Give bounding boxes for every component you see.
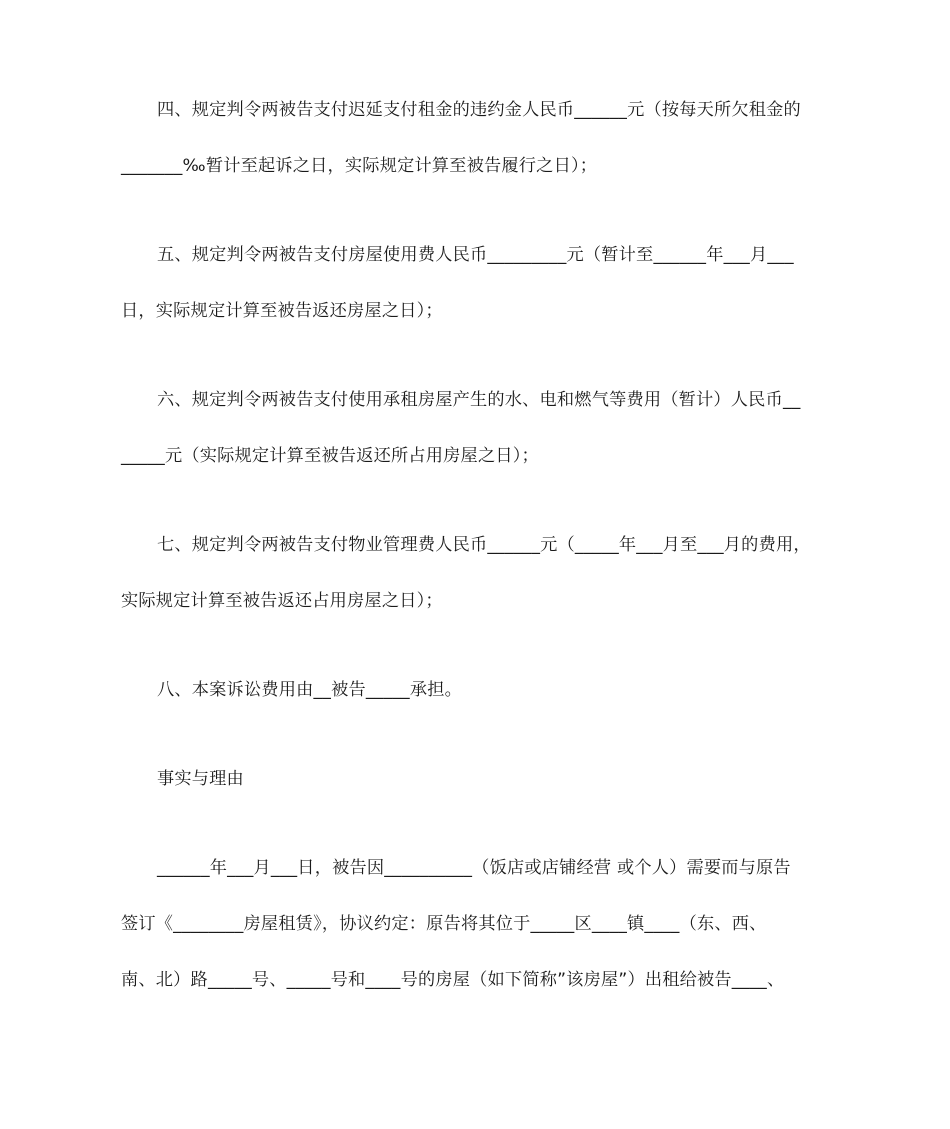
- paragraph-claim-4-line-1: 四、规定判令两被告支付迟延支付租金的违约金人民币______元（按每天所欠租金的: [157, 100, 801, 120]
- paragraph-facts-line-1: ______年___月___日，被告因__________（饭店或店铺经营 或个人）需要而与原告: [157, 858, 791, 878]
- paragraph-claim-7-line-1: 七、规定判令两被告支付物业管理费人民币______元（_____年___月至___月的费用，: [157, 535, 811, 555]
- paragraph-facts-line-2: 签订《________房屋租赁》，协议约定：原告将其位于_____区____镇____（东、西、: [121, 914, 767, 934]
- section-heading-facts-and-reasons: 事实与理由: [157, 769, 244, 789]
- paragraph-claim-5-line-2: 日，实际规定计算至被告返还房屋之日）；: [121, 301, 443, 321]
- paragraph-claim-6-line-2: _____元（实际规定计算至被告返还所占用房屋之日）；: [121, 446, 539, 466]
- paragraph-claim-7-line-2: 实际规定计算至被告返还占用房屋之日）；: [121, 591, 443, 611]
- paragraph-claim-8: 八、本案诉讼费用由__被告_____承担。: [157, 680, 462, 700]
- paragraph-claim-6-line-1: 六、规定判令两被告支付使用承租房屋产生的水、电和燃气等费用（暂计）人民币__: [157, 390, 801, 410]
- paragraph-facts-line-3: 南、北）路_____号、_____号和____号的房屋（如下简称”该房屋”）出租给被告____、: [121, 970, 785, 990]
- paragraph-claim-4-line-2: _______‰暂计至起诉之日，实际规定计算至被告履行之日）；: [121, 156, 598, 176]
- paragraph-claim-5-line-1: 五、规定判令两被告支付房屋使用费人民币_________元（暂计至______年___月___: [157, 245, 794, 265]
